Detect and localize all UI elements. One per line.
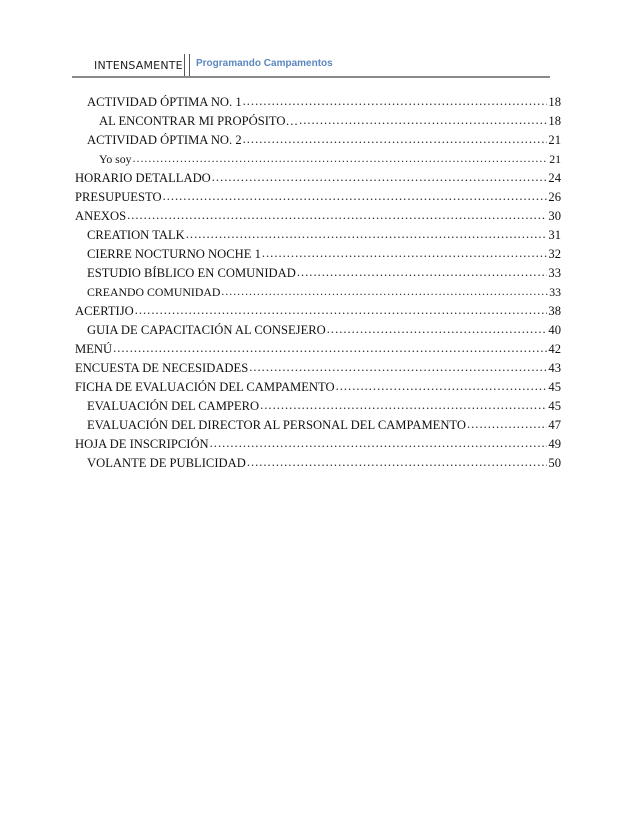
toc-entry[interactable] [75, 359, 561, 378]
toc-entry-title: ESTUDIO BÍBLICO EN COMUNIDAD [87, 266, 296, 280]
toc-page-number: 33 [549, 285, 561, 299]
toc-page-number: 24 [548, 171, 561, 185]
toc-entry-title: ACTIVIDAD ÓPTIMA NO. 1 [87, 95, 242, 109]
toc-dot-leader [163, 188, 548, 206]
toc-page-number: 40 [548, 323, 561, 337]
toc-page-number: 33 [548, 266, 561, 280]
toc-page-number: 32 [548, 247, 561, 261]
toc-dot-leader [467, 416, 547, 434]
toc-entry[interactable] [75, 416, 561, 435]
toc-entry[interactable] [75, 302, 561, 321]
page-header [84, 54, 548, 76]
toc-dot-leader [210, 435, 548, 453]
toc-entry-title: MENÚ [75, 342, 113, 356]
toc-page-number: 18 [548, 114, 561, 128]
toc-page-number: 50 [548, 456, 561, 470]
toc-entry-title: ANEXOS [75, 209, 127, 223]
toc-entry-title: ENCUESTA DE NECESIDADES [75, 361, 249, 375]
toc-page-number: 49 [548, 437, 561, 451]
toc-dot-leader [212, 169, 548, 187]
toc-entry[interactable] [75, 207, 561, 226]
toc-page-number: 45 [548, 399, 561, 413]
toc-dot-leader [127, 207, 547, 225]
toc-dot-leader [247, 454, 548, 472]
toc-page-number: 31 [548, 228, 561, 242]
toc-entry[interactable] [75, 340, 561, 359]
toc-entry[interactable] [75, 378, 561, 397]
toc-entry[interactable] [75, 283, 561, 302]
toc-entry-title: VOLANTE DE PUBLICIDAD [87, 456, 246, 470]
toc-dot-leader [297, 264, 548, 282]
toc-entry[interactable] [75, 397, 561, 416]
header-subtitle: Programando Campamentos [196, 58, 333, 69]
toc-entry[interactable] [75, 245, 561, 264]
toc-entry-title: ACERTIJO [75, 304, 134, 318]
toc-entry[interactable] [75, 188, 561, 207]
toc-entry[interactable] [75, 150, 561, 169]
header-title: INTENSAMENTE [94, 59, 183, 72]
toc-dot-leader [249, 359, 547, 377]
toc-dot-leader [186, 226, 548, 244]
toc-page-number: 18 [548, 95, 561, 109]
toc-entry[interactable] [75, 454, 561, 473]
toc-entry-title: FICHA DE EVALUACIÓN DEL CAMPAMENTO [75, 380, 335, 394]
toc-page-number: 45 [548, 380, 561, 394]
toc-entry-title: CREATION TALK [87, 228, 185, 242]
toc-dot-leader [262, 245, 548, 263]
toc-entry-title: AL ENCONTRAR MI PROPÓSITO… [99, 114, 299, 128]
toc-dot-leader [327, 321, 548, 339]
toc-page-number: 21 [549, 152, 561, 166]
toc-page-number: 47 [548, 418, 561, 432]
toc-entry-title: CREANDO COMUNIDAD [87, 285, 221, 299]
toc-entry[interactable] [75, 321, 561, 340]
toc-entry-title: EVALUACIÓN DEL DIRECTOR AL PERSONAL DEL CAMPAMENTO [87, 418, 466, 432]
toc-page-number: 42 [548, 342, 561, 356]
header-rule [72, 76, 550, 78]
table-of-contents [75, 93, 561, 473]
toc-entry[interactable] [75, 93, 561, 112]
toc-dot-leader [260, 397, 547, 415]
toc-entry-title: CIERRE NOCTURNO NOCHE 1 [87, 247, 261, 261]
toc-dot-leader [221, 283, 548, 301]
toc-entry[interactable] [75, 264, 561, 283]
toc-page-number: 43 [548, 361, 561, 375]
toc-dot-leader [135, 302, 548, 320]
toc-entry[interactable] [75, 435, 561, 454]
toc-entry-title: HORARIO DETALLADO [75, 171, 211, 185]
toc-page-number: 30 [548, 209, 561, 223]
toc-dot-leader [243, 131, 548, 149]
toc-dot-leader [299, 112, 547, 130]
toc-entry[interactable] [75, 131, 561, 150]
toc-entry-title: Yo soy [99, 152, 132, 166]
toc-entry-title: EVALUACIÓN DEL CAMPERO [87, 399, 260, 413]
toc-page-number: 26 [548, 190, 561, 204]
toc-dot-leader [133, 150, 549, 168]
toc-page-number: 38 [548, 304, 561, 318]
toc-dot-leader [336, 378, 548, 396]
toc-dot-leader [113, 340, 547, 358]
toc-entry[interactable] [75, 169, 561, 188]
toc-entry[interactable] [75, 226, 561, 245]
toc-entry-title: GUIA DE CAPACITACIÓN AL CONSEJERO [87, 323, 326, 337]
toc-entry-title: ACTIVIDAD ÓPTIMA NO. 2 [87, 133, 242, 147]
toc-page-number: 21 [548, 133, 561, 147]
header-divider [184, 54, 190, 78]
toc-entry-title: HOJA DE INSCRIPCIÓN [75, 437, 209, 451]
toc-entry-title: PRESUPUESTO [75, 190, 162, 204]
toc-dot-leader [243, 93, 548, 111]
toc-entry[interactable] [75, 112, 561, 131]
